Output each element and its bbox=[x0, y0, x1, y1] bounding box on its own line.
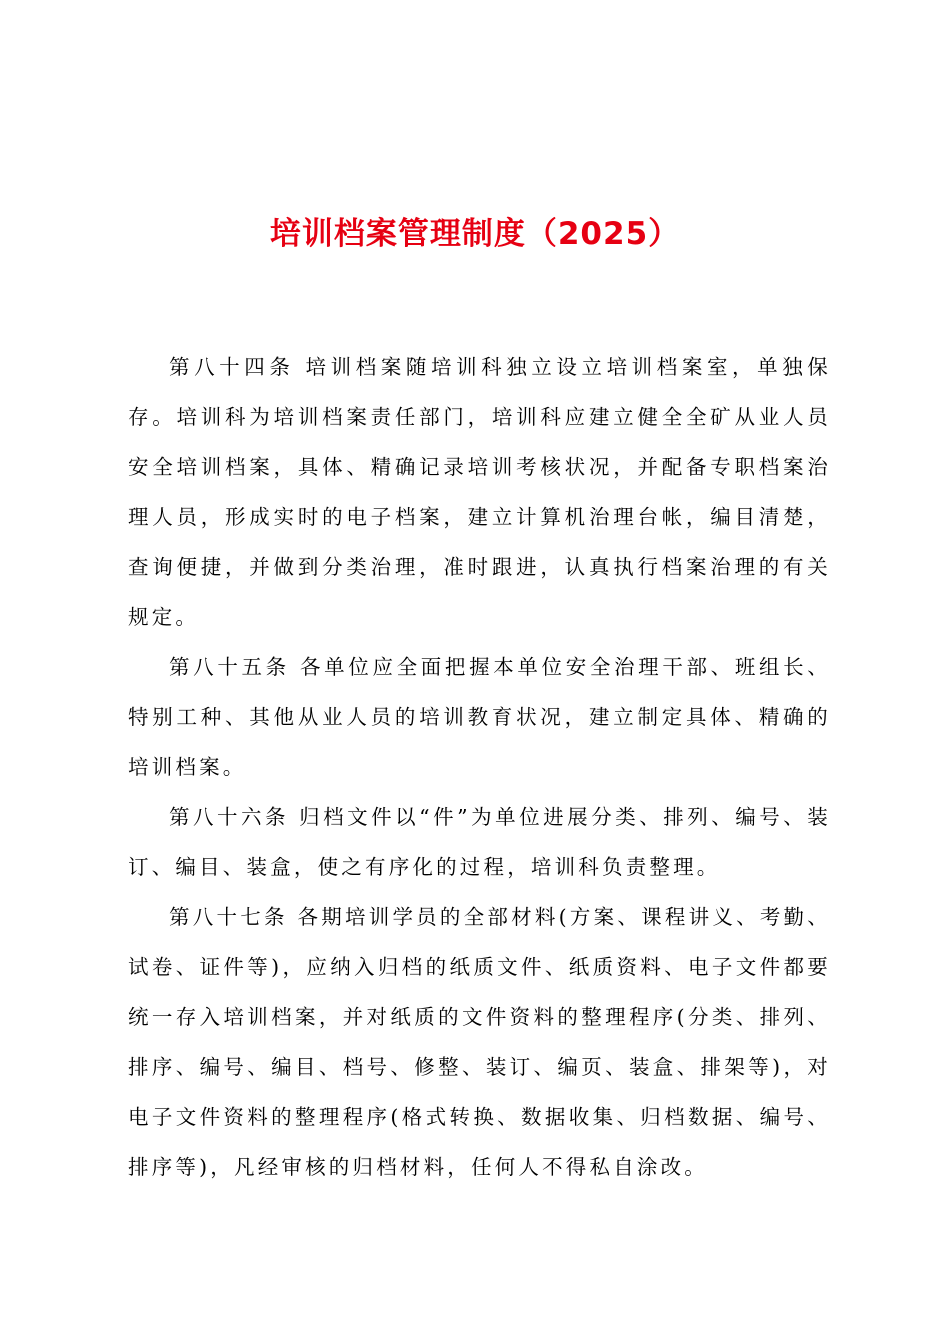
document-title: 培训档案管理制度（2025） bbox=[269, 216, 681, 252]
article-86-paragraph: 第八十六条 归档文件以“件”为单位进展分类、排列、编号、装订、编目、装盒，使之有序化的过程，培训科负责整理。 bbox=[128, 805, 831, 879]
article-85-paragraph: 第八十五条 各单位应全面把握本单位安全治理干部、班组长、特别工种、其他从业人员的培训教育状况，建立制定具体、精确的培训档案。 bbox=[128, 655, 831, 779]
document-body bbox=[128, 342, 831, 1192]
article-87-paragraph: 第八十七条 各期培训学员的全部材料(方案、课程讲义、考勤、试卷、证件等)，应纳入归档的纸质文件、纸质资料、电子文件都要统一存入培训档案，并对纸质的文件资料的整理程序(分类、排列、排序、编号、编目、档号、修整、装订、编页、装盒、排架等)，对电子文件资料的整理程序(格式转换、数据收集、归档数据、编号、排序等)，凡经审核的归档材料，任何人不得私自涂改。 bbox=[128, 905, 831, 1179]
article-84-paragraph: 第八十四条 培训档案随培训科独立设立培训档案室，单独保存。培训科为培训档案责任部门，培训科应建立健全全矿从业人员安全培训档案，具体、精确记录培训考核状况，并配备专职档案治理人员，形成实时的电子档案，建立计算机治理台帐，编目清楚，查询便捷，并做到分类治理，准时跟进，认真执行档案治理的有关规定。 bbox=[128, 355, 831, 629]
